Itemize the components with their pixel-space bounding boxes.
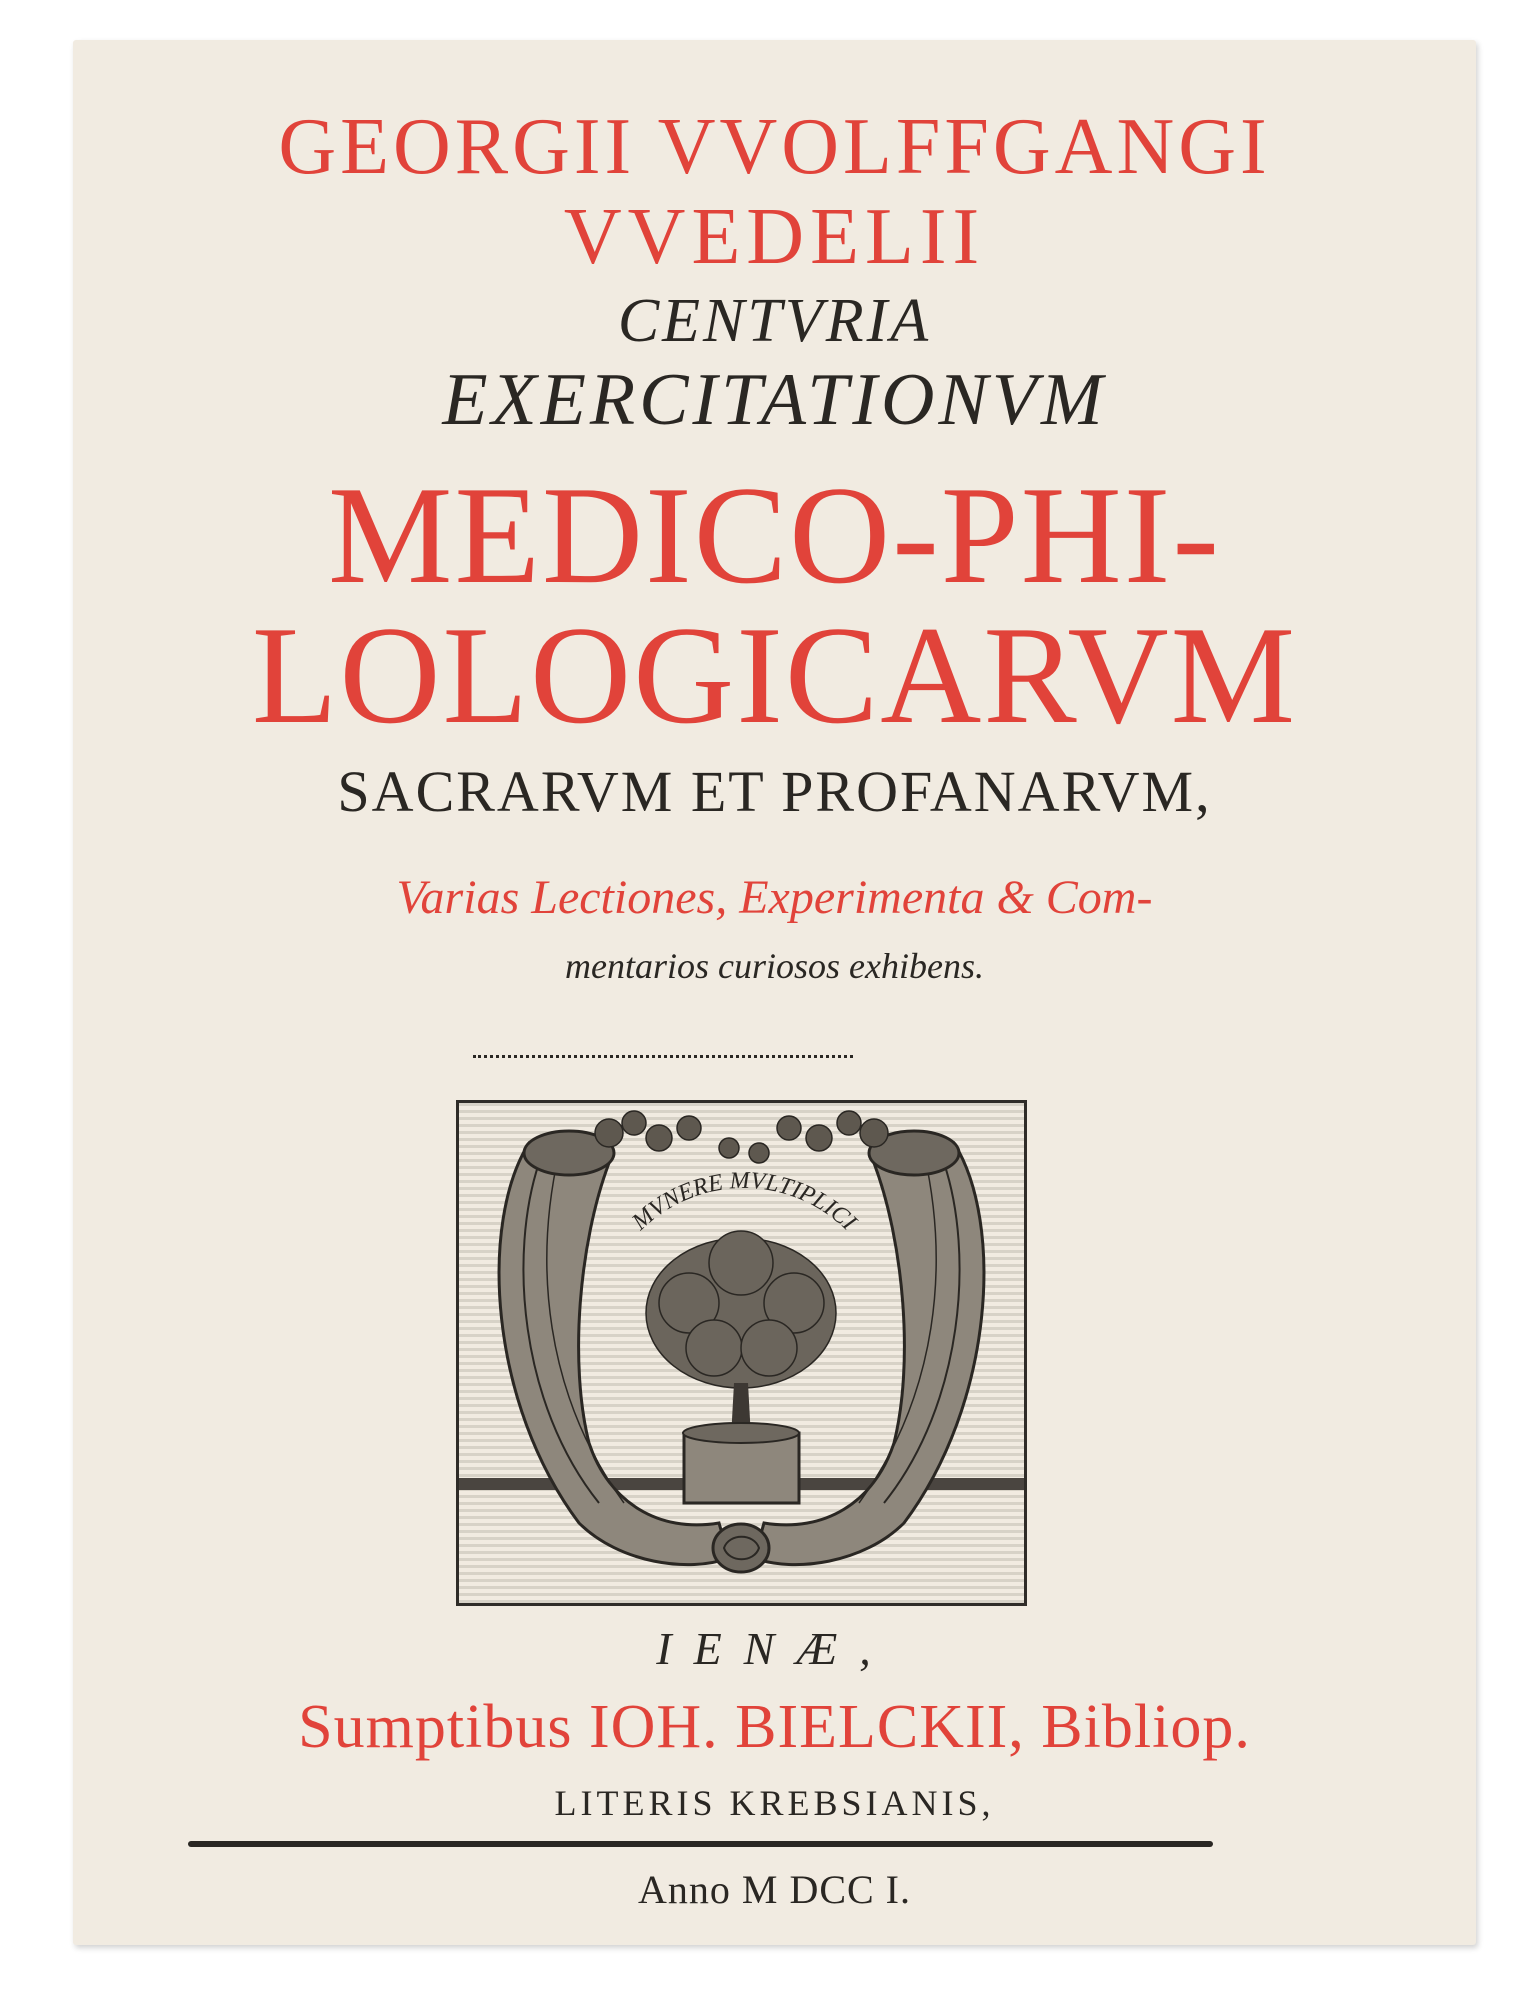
author-first-name: GEORGII VVOLFFGANGI: [278, 103, 1271, 191]
title-page: [73, 40, 1476, 1945]
svg-text:MVNERE MVLTIPLICI: [627, 1168, 862, 1236]
author-last-name: VVEDELII: [563, 193, 986, 281]
printer-emblem: [456, 1100, 1027, 1606]
emblem-top-rule: [473, 1055, 853, 1058]
imprint-publisher: Sumptibus IOH. BIELCKII, Bibliop.: [298, 1693, 1251, 1761]
emblem-motto: MVNERE MVLTIPLICI: [627, 1167, 862, 1236]
title-line-lologicarum: LOLOGICARVM: [251, 598, 1298, 753]
subtitle-line-1: Varias Lectiones, Experimenta & Com-: [396, 871, 1153, 924]
cornucopia-tree-emblem-icon: [459, 1103, 1024, 1603]
title-line-centuria: CENTVRIA: [617, 287, 932, 355]
imprint-rule: [188, 1841, 1213, 1847]
imprint-year: Anno M DCC I.: [637, 1867, 912, 1912]
subtitle-line-2: mentarios curiosos exhibens.: [565, 946, 984, 986]
title-line-medico-phi: MEDICO-PHI-: [327, 458, 1222, 613]
imprint-place: IENÆ,: [656, 1623, 893, 1674]
imprint-printer: LITERIS KREBSIANIS,: [554, 1783, 995, 1823]
title-line-sacrarum: SACRARVM ET PROFANARVM,: [337, 759, 1212, 824]
title-line-exercitationum: EXERCITATIONVM: [442, 359, 1107, 441]
